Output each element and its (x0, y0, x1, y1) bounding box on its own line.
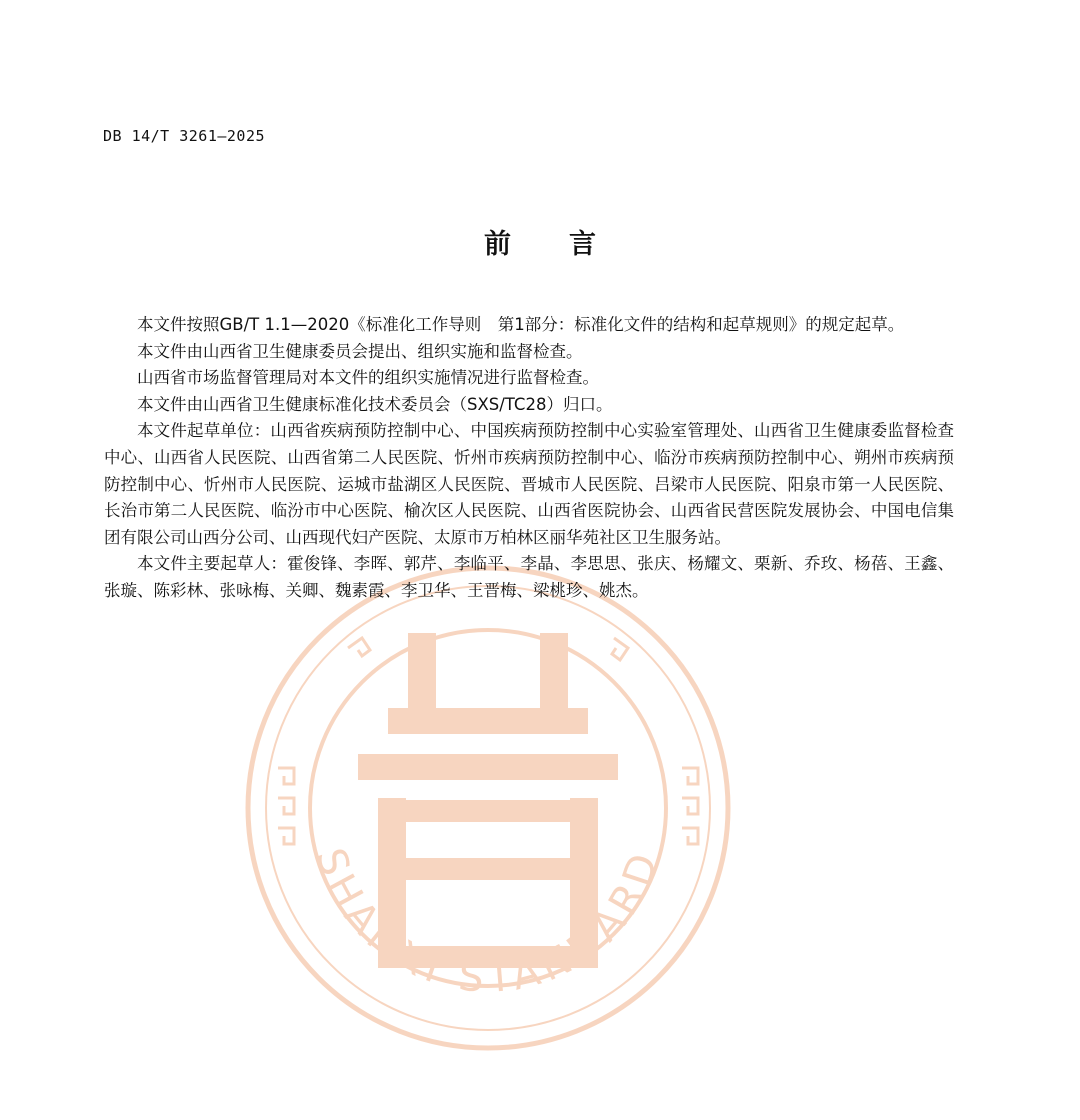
paragraph: 本文件由山西省卫生健康委员会提出、组织实施和监督检查。 (137, 341, 583, 361)
paragraph: 本文件按照GB/T 1.1—2020《标准化工作导则 第1部分：标准化文件的结构和起草规则》的规定起草。 (137, 315, 905, 334)
seal-text: SHANXI STANDARD (306, 842, 670, 1003)
paragraph: 本文件由山西省卫生健康标准化技术委员会（SXS/TC28）归口。 (137, 394, 613, 414)
document-body (104, 312, 954, 605)
paragraph: 山西省市场监督管理局对本文件的组织实施情况进行监督检查。 (137, 368, 599, 388)
paragraph: 本文件主要起草人：霍俊锋、李晖、郭芹、李临平、李晶、李思思、张庆、杨耀文、栗新、乔玫、杨蓓、王鑫、张璇、陈彩林、张咏梅、关卿、魏素霞、李卫华、王晋梅、梁桃珍、姚杰。 (104, 554, 954, 600)
shanxi-standard-seal-icon (238, 558, 738, 1058)
page-title: 前言 (484, 229, 654, 260)
document-code: DB 14/T 3261—2025 (103, 127, 266, 145)
paragraph: 本文件起草单位：山西省疾病预防控制中心、中国疾病预防控制中心实验室管理处、山西省卫生健康委监督检查中心、山西省人民医院、山西省第二人民医院、忻州市疾病预防控制中心、临汾市疾病预防控制中心、朔州市疾病预防控制中心、忻州市人民医院、运城市盐湖区人民医院、晋城市人民医院、吕梁市人民医院、阳泉市第一人民医院、长治市第二人民医院、临汾市中心医院、榆次区人民医院、山西省医院协会、山西省民营医院发展协会、中国电信集团有限公司山西分公司、山西现代妇产医院、太原市万柏林区丽华苑社区卫生服务站。 (104, 421, 954, 547)
